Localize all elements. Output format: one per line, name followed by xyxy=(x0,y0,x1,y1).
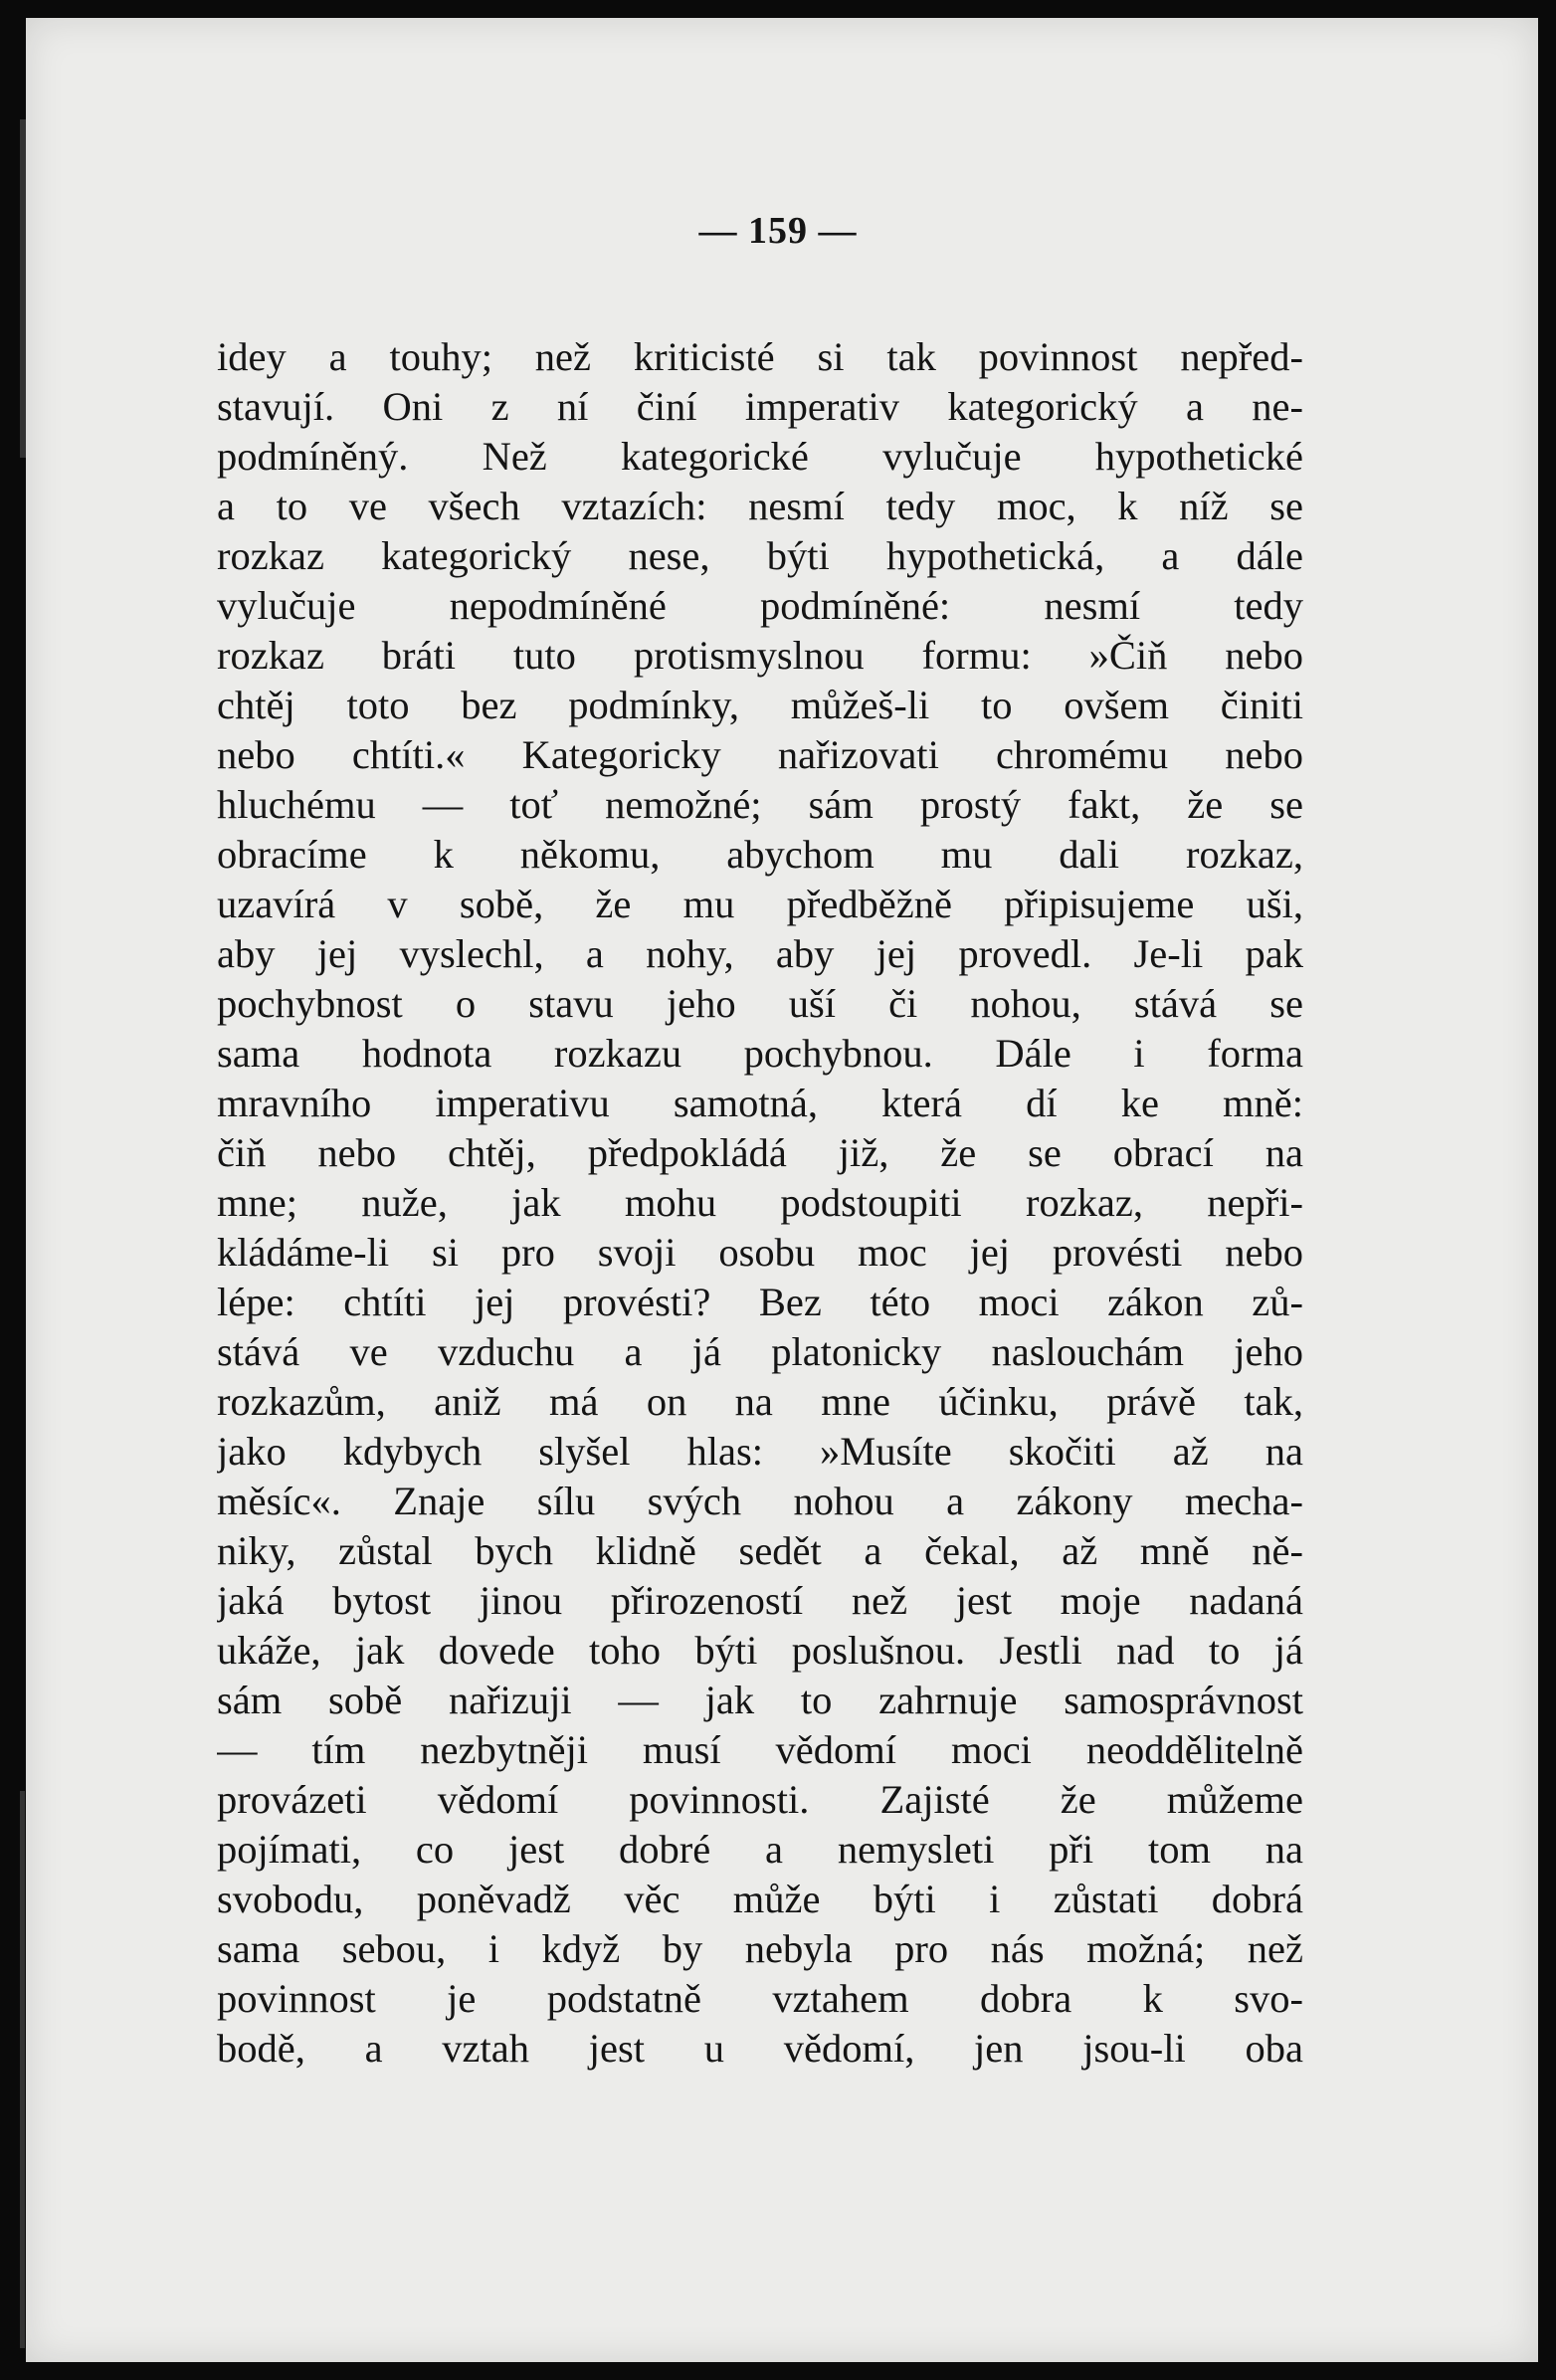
scan-border-bottom xyxy=(0,2362,1556,2380)
text-line: a to ve všech vztazích: nesmí tedy moc, k níž se xyxy=(217,484,1303,528)
text-line: stává ve vzduchu a já platonicky naslouchám jeho xyxy=(217,1329,1303,1374)
text-line: kládáme-li si pro svoji osobu moc jej provésti nebo xyxy=(217,1230,1303,1275)
text-line: — tím nezbytněji musí vědomí moci neoddělitelně xyxy=(217,1727,1303,1772)
scan-border-right xyxy=(1538,0,1556,2380)
text-line: jaká bytost jinou přirozeností než jest moje nadaná xyxy=(217,1578,1303,1623)
text-line: pojímati, co jest dobré a nemysleti při tom na xyxy=(217,1827,1303,1872)
text-line: provázeti vědomí povinnosti. Zajisté že můžeme xyxy=(217,1777,1303,1822)
body-text xyxy=(217,332,1303,2074)
text-line: sama sebou, i když by nebyla pro nás možná; než xyxy=(217,1926,1303,1971)
binding-mark xyxy=(20,1791,25,2348)
text-line: svobodu, poněvadž věc může býti i zůstati dobrá xyxy=(217,1877,1303,1921)
text-line: chtěj toto bez podmínky, můžeš-li to ovšem činiti xyxy=(217,683,1303,727)
text-line: ukáže, jak dovede toho býti poslušnou. Jestli nad to já xyxy=(217,1628,1303,1673)
text-line: obracíme k někomu, abychom mu dali rozkaz, xyxy=(217,832,1303,877)
text-line: sám sobě nařizuji — jak to zahrnuje samosprávnost xyxy=(217,1678,1303,1722)
text-line: rozkaz bráti tuto protismyslnou formu: »Čiň nebo xyxy=(217,633,1303,678)
text-line: aby jej vyslechl, a nohy, aby jej provedl. Je-li pak xyxy=(217,931,1303,976)
text-line: vylučuje nepodmíněné podmíněné: nesmí tedy xyxy=(217,583,1303,628)
text-line: uzavírá v sobě, že mu předběžně připisujeme uši, xyxy=(217,882,1303,926)
text-line: niky, zůstal bych klidně sedět a čekal, až mně ně- xyxy=(217,1528,1303,1573)
text-line: čiň nebo chtěj, předpokládá již, že se obrací na xyxy=(217,1130,1303,1175)
text-line: povinnost je podstatně vztahem dobra k svo- xyxy=(217,1976,1303,2021)
text-line: stavují. Oni z ní činí imperativ kategorický a ne- xyxy=(217,384,1303,429)
text-line: lépe: chtíti jej provésti? Bez této moci zákon zů- xyxy=(217,1280,1303,1324)
text-line: pochybnost o stavu jeho uší či nohou, stává se xyxy=(217,981,1303,1026)
text-line: bodě, a vztah jest u vědomí, jen jsou-li oba xyxy=(217,2026,1303,2071)
text-line: nebo chtíti.« Kategoricky nařizovati chromému nebo xyxy=(217,732,1303,777)
text-line: rozkazům, aniž má on na mne účinku, právě tak, xyxy=(217,1379,1303,1424)
text-line: podmíněný. Než kategorické vylučuje hypothetické xyxy=(217,434,1303,479)
scan-border-top xyxy=(0,0,1556,18)
page-number: — 159 — xyxy=(698,210,858,252)
binding-mark xyxy=(20,119,26,458)
text-line: hluchému — toť nemožné; sám prostý fakt, že se xyxy=(217,782,1303,827)
text-line: jako kdybych slyšel hlas: »Musíte skočiti až na xyxy=(217,1429,1303,1474)
text-line: mravního imperativu samotná, která dí ke mně: xyxy=(217,1081,1303,1125)
text-line: mne; nuže, jak mohu podstoupiti rozkaz, nepři- xyxy=(217,1180,1303,1225)
text-line: měsíc«. Znaje sílu svých nohou a zákony mecha- xyxy=(217,1479,1303,1523)
text-line: idey a touhy; než kriticisté si tak povinnost nepřed- xyxy=(217,334,1303,379)
text-line: rozkaz kategorický nese, býti hypothetická, a dále xyxy=(217,533,1303,578)
text-line: sama hodnota rozkazu pochybnou. Dále i forma xyxy=(217,1031,1303,1076)
